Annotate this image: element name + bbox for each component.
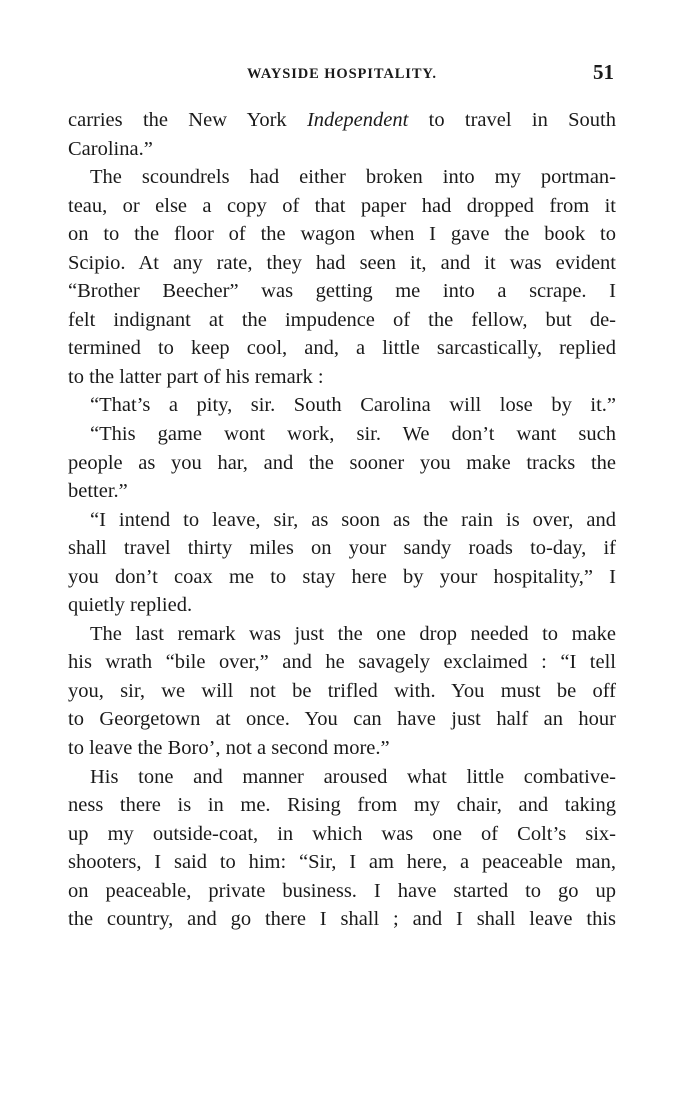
running-title: WAYSIDE HOSPITALITY. <box>247 66 437 82</box>
text-line: “I intend to leave, sir, as soon as the rain is over, and <box>90 508 616 531</box>
text-line: “Brother Beecher” was getting me into a scrape. I <box>68 280 616 303</box>
text-line: the country, and go there I shall ; and I shall leave this <box>68 908 616 931</box>
text-line: Scipio. At any rate, they had seen it, and it was evident <box>68 251 616 274</box>
text-line: you, sir, we will not be trifled with. You must be off <box>68 679 616 702</box>
text-line: His tone and manner aroused what little combative- <box>90 765 616 788</box>
text-line: to the latter part of his remark : <box>68 365 324 388</box>
text-line: to leave the Boro’, not a second more.” <box>68 737 390 760</box>
text-line: “That’s a pity, sir. South Carolina will lose by it.” <box>90 394 616 417</box>
body-text <box>68 106 616 934</box>
text-line: ness there is in me. Rising from my chair, and taking <box>68 794 616 817</box>
text-line: Carolina.” <box>68 137 153 160</box>
text-line: carries the New York Independent to travel in South <box>68 109 616 131</box>
text-line: up my outside-coat, in which was one of Colt’s six- <box>68 822 616 845</box>
text-line: felt indignant at the impudence of the fellow, but de- <box>68 308 616 331</box>
text-line: people as you har, and the sooner you make tracks the <box>68 451 616 474</box>
text-line: The last remark was just the one drop needed to make <box>90 622 616 645</box>
text-line: shall travel thirty miles on your sandy roads to-day, if <box>68 537 616 560</box>
text-line: you don’t coax me to stay here by your hospitality,” I <box>68 565 616 588</box>
text-line: shooters, I said to him: “Sir, I am here, a peaceable man, <box>68 851 616 874</box>
text-line: termined to keep cool, and, a little sarcastically, replied <box>68 337 616 360</box>
text-line: “This game wont work, sir. We don’t want such <box>90 423 616 446</box>
text-line: better.” <box>68 480 128 503</box>
text-line: on peaceable, private business. I have started to go up <box>68 879 616 902</box>
text-line: to Georgetown at once. You can have just half an hour <box>68 708 616 731</box>
text-line: on to the floor of the wagon when I gave the book to <box>68 223 616 246</box>
text-line: his wrath “bile over,” and he savagely exclaimed : “I tell <box>68 651 616 674</box>
text-line: teau, or else a copy of that paper had dropped from it <box>68 194 616 217</box>
text-line: quietly replied. <box>68 594 193 617</box>
text-line: The scoundrels had either broken into my portman- <box>90 166 616 189</box>
running-head <box>68 60 616 90</box>
page-number: 51 <box>593 60 614 84</box>
